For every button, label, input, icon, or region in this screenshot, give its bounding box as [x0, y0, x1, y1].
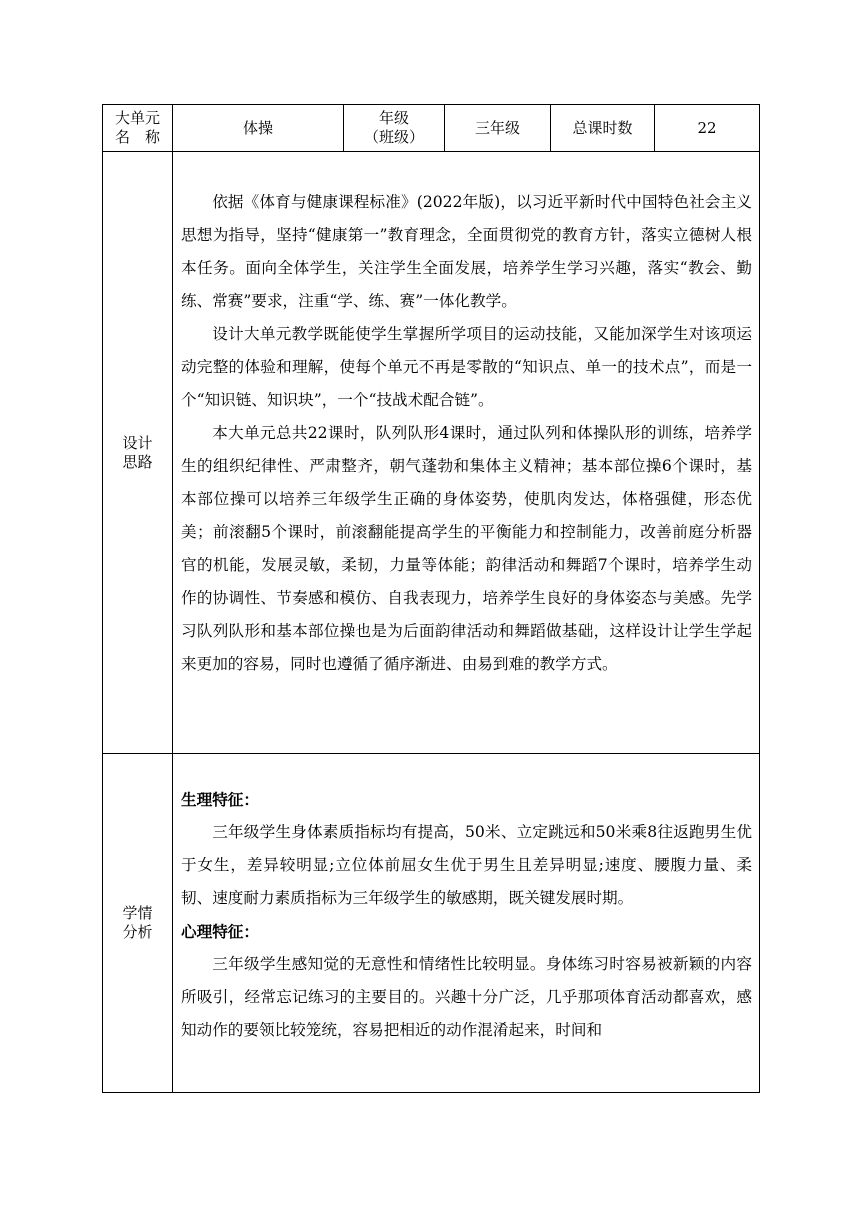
unit-name-label-line1: 大单元	[114, 109, 160, 127]
total-hours-value: 22	[655, 105, 760, 152]
analysis-label-line2: 分析	[122, 923, 153, 941]
design-label-line2: 思路	[122, 452, 153, 471]
design-label	[103, 152, 173, 754]
grade-label-line1: 年级	[378, 109, 409, 127]
unit-name-label-line2: 名 称	[114, 128, 160, 146]
unit-plan-table	[102, 104, 760, 1093]
physio-text: 三年级学生身体素质指标均有提高，50米、立定跳远和50米乘8往返跑男生优于女生，差异较明显;立位体前屈女生优于男生且差异明显;速度、腰腹力量、柔韧、速度耐力素质指标为三年级学生的敏感期，既关键发展时期。	[181, 823, 752, 907]
header-row	[103, 105, 760, 152]
design-content	[173, 152, 760, 754]
grade-label-line2: （班级）	[363, 128, 424, 146]
total-hours-label: 总课时数	[551, 105, 655, 152]
design-row	[103, 152, 760, 754]
unit-name-label	[103, 105, 173, 152]
grade-label	[344, 105, 445, 152]
design-paragraph: 依据《体育与健康课程标准》(2022年版)，以习近平新时代中国特色社会主义思想为指导，坚持“健康第一”教育理念，全面贯彻党的教育方针，落实立德树人根本任务。面向全体学生，关注学生全面发展，培养学生学习兴趣，落实“教会、勤练、常赛”要求，注重“学、练、赛”一体化教学。	[181, 193, 752, 310]
analysis-content	[173, 754, 760, 1093]
unit-name-value: 体操	[173, 105, 344, 152]
analysis-label-line1: 学情	[122, 904, 153, 922]
psych-text: 三年级学生感知觉的无意性和情绪性比较明显。身体练习时容易被新颖的内容所吸引，经常忘记练习的主要目的。兴趣十分广泛，几乎那项体育活动都喜欢，感知动作的要领比较笼统，容易把相近的动作混淆起来，时间和	[181, 955, 752, 1039]
grade-value: 三年级	[445, 105, 551, 152]
analysis-label	[103, 754, 173, 1093]
design-paragraph: 设计大单元教学既能使学生掌握所学项目的运动技能，又能加深学生对该项运动完整的体验和理解，使每个单元不再是零散的“知识点、单一的技术点”，而是一个“知识链、知识块”，一个“技战术配合链”。	[181, 325, 752, 409]
design-label-line1: 设计	[122, 433, 153, 452]
psych-title: 心理特征：	[181, 922, 259, 941]
design-paragraph: 本大单元总共22课时，队列队形4课时，通过队列和体操队形的训练，培养学生的组织纪律性、严肃整齐，朝气蓬勃和集体主义精神；基本部位操6个课时，基本部位操可以培养三年级学生正确的身体姿势，使肌肉发达，体格强健，形态优美；前滚翻5个课时，前滚翻能提高学生的平衡能力和控制能力，改善前庭分析器官的机能，发展灵敏，柔韧，力量等体能；韵律活动和舞蹈7个课时，培养学生动作的协调性、节奏感和模仿、自我表现力，培养学生良好的身体姿态与美感。先学习队列队形和基本部位操也是为后面韵律活动和舞蹈做基础，这样设计让学生学起来更加的容易，同时也遵循了循序渐进、由易到难的教学方式。	[181, 424, 752, 673]
physio-title: 生理特征：	[181, 790, 259, 809]
analysis-row	[103, 754, 760, 1093]
